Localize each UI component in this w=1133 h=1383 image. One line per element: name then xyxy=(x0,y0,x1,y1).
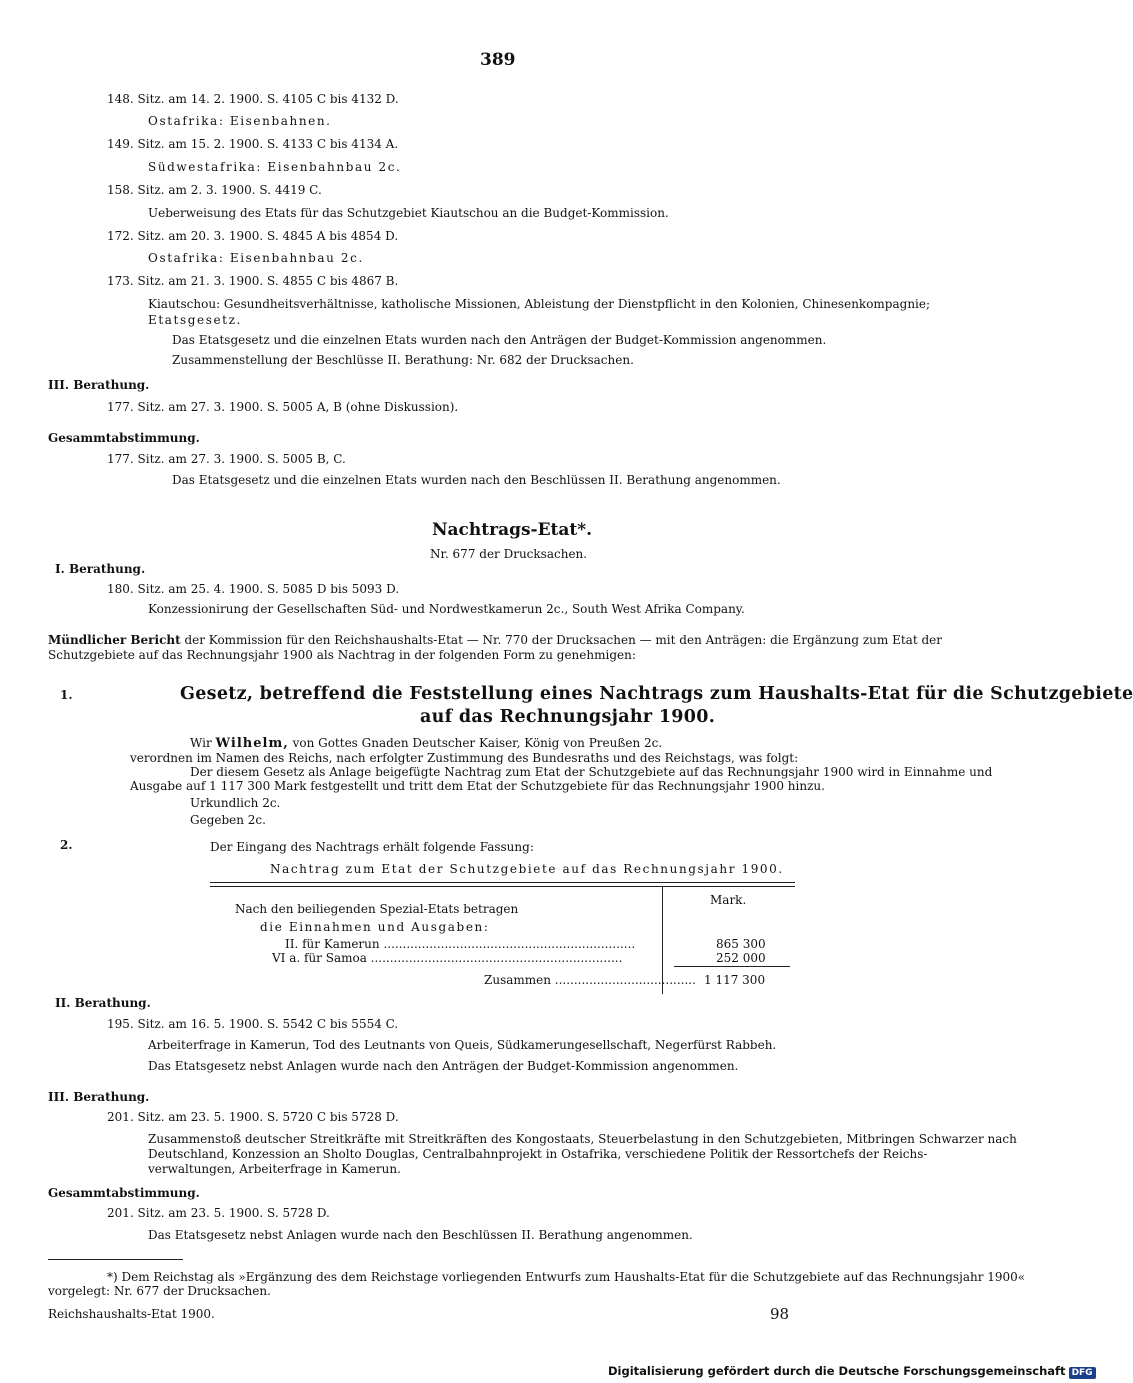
table-total-label: Zusammen xyxy=(484,973,551,987)
table-total-leader: ..................................... xyxy=(550,973,696,987)
table-row-label: VI a. für Samoa xyxy=(272,951,367,965)
footnote-separator xyxy=(48,1259,183,1260)
law-title-line1: Gesetz, betreffend die Feststellung eines Nachtrags zum Haushalts-Etat für die Schutzgebiete xyxy=(180,684,1133,704)
supplement-first-reading-topic: Konzessionirung der Gesellschaften Süd- und Nordwestkamerun 2c., South West Afrika Company. xyxy=(148,602,745,616)
final-vote-ref: 177. Sitz. am 27. 3. 1900. S. 5005 B, C. xyxy=(107,452,346,466)
sitting-173-result: Das Etatsgesetz und die einzelnen Etats wurden nach den Anträgen der Budget-Kommission angenommen. xyxy=(172,333,827,347)
page-number: 389 xyxy=(480,50,516,70)
supplement-third-reading-ref: 201. Sitz. am 23. 5. 1900. S. 5720 C bis 5728 D. xyxy=(107,1110,399,1124)
supplement-third-reading-heading: III. Berathung. xyxy=(48,1090,150,1104)
sitting-173-summary: Zusammenstellung der Beschlüsse II. Berathung: Nr. 682 der Drucksachen. xyxy=(172,353,634,367)
table-row-leader: .................................................................. xyxy=(366,951,623,965)
sitting-148-topic: Ostafrika: Eisenbahnen. xyxy=(148,114,332,128)
supplement-final-vote-heading: Gesammtabstimmung. xyxy=(48,1186,200,1200)
table-row-leader: .................................................................. xyxy=(379,937,636,951)
table-top-rule-2 xyxy=(210,886,795,887)
sitting-173-topic-line2: Etatsgesetz. xyxy=(148,313,242,327)
digitization-note xyxy=(608,1364,1096,1379)
sitting-172-ref: 172. Sitz. am 20. 3. 1900. S. 4845 A bis 4854 D. xyxy=(107,229,399,243)
sitting-158-topic: Ueberweisung des Etats für das Schutzgebiet Kiautschou an die Budget-Kommission. xyxy=(148,206,669,220)
table-row-label: II. für Kamerun xyxy=(285,937,380,951)
law-wilhelm: Wilhelm, xyxy=(215,736,289,751)
supplement-final-vote-result: Das Etatsgesetz nebst Anlagen wurde nach den Beschlüssen II. Berathung angenommen. xyxy=(148,1228,693,1242)
supplement-final-vote-ref: 201. Sitz. am 23. 5. 1900. S. 5728 D. xyxy=(107,1206,330,1220)
supplement-third-reading-topic-line1: Zusammenstoß deutscher Streitkräfte mit Streitkräften des Kongostaats, Steuerbelastung in den Schutzgebieten, Mitbringen Schwarzer nach xyxy=(148,1132,1017,1146)
oral-report-line2: Schutzgebiete auf das Rechnungsjahr 1900 als Nachtrag in der folgenden Form zu genehmigen: xyxy=(48,648,636,662)
sitting-173-ref: 173. Sitz. am 21. 3. 1900. S. 4855 C bis 4867 B. xyxy=(107,274,399,288)
sitting-148-ref: 148. Sitz. am 14. 2. 1900. S. 4105 C bis 4132 D. xyxy=(107,92,399,106)
supplement-first-reading-heading: I. Berathung. xyxy=(55,562,146,576)
supplement-first-reading-ref: 180. Sitz. am 25. 4. 1900. S. 5085 D bis 5093 D. xyxy=(107,582,400,596)
supplement-third-reading-topic-line3: verwaltungen, Arbeiterfrage in Kamerun. xyxy=(148,1162,401,1176)
sitting-149-ref: 149. Sitz. am 15. 2. 1900. S. 4133 C bis 4134 A. xyxy=(107,137,399,151)
law-urkundlich: Urkundlich 2c. xyxy=(190,796,281,810)
law-title-line2: auf das Rechnungsjahr 1900. xyxy=(420,707,716,727)
dfg-logo: DFG xyxy=(1069,1367,1096,1379)
table-row xyxy=(272,951,650,965)
second-reading-topic: Arbeiterfrage in Kamerun, Tod des Leutnants von Queis, Südkamerungesellschaft, Negerfürst Rabbeh. xyxy=(148,1038,777,1052)
table-row-value: 865 300 xyxy=(716,937,766,951)
item-2-text: Der Eingang des Nachtrags erhält folgende Fassung: xyxy=(210,840,534,854)
table-col-header: Mark. xyxy=(710,893,747,907)
table-total-row xyxy=(484,973,696,987)
second-reading-ref: 195. Sitz. am 16. 5. 1900. S. 5542 C bis 5554 C. xyxy=(107,1017,399,1031)
footnote-line2: vorgelegt: Nr. 677 der Drucksachen. xyxy=(48,1284,271,1298)
sitting-173-topic-line1: Kiautschou: Gesundheitsverhältnisse, katholische Missionen, Ableistung der Dienstpflicht in den Kolonien, Chinesenkompagnie; xyxy=(148,297,931,311)
footnote-line1: *) Dem Reichstag als »Ergänzung des dem Reichstage vorliegenden Entwurfs zum Haushalts-Etat für die Schutzgebiete auf das Rechnungsjahr 1900« xyxy=(107,1270,1026,1284)
table-row xyxy=(285,937,650,951)
law-gegeben: Gegeben 2c. xyxy=(190,813,266,827)
oral-report-text1: der Kommission für den Reichshaushalts-Etat — Nr. 770 der Drucksachen — mit den Anträgen: die Ergänzung zum Etat der xyxy=(184,633,942,647)
sitting-158-ref: 158. Sitz. am 2. 3. 1900. S. 4419 C. xyxy=(107,183,322,197)
law-preamble xyxy=(190,736,662,751)
supplement-title: Nachtrags-Etat*. xyxy=(432,520,593,540)
third-reading-ref: 177. Sitz. am 27. 3. 1900. S. 5005 A, B (ohne Diskussion). xyxy=(107,400,459,414)
footer-page-number: 98 xyxy=(770,1305,790,1323)
final-vote-result: Das Etatsgesetz und die einzelnen Etats wurden nach den Beschlüssen II. Berathung angenommen. xyxy=(172,473,781,487)
law-wir: Wir xyxy=(190,736,212,750)
sitting-149-topic: Südwestafrika: Eisenbahnbau 2c. xyxy=(148,160,402,174)
supplement-third-reading-topic-line2: Deutschland, Konzession an Sholto Douglas, Centralbahnprojekt in Ostafrika, verschiedene Politik der Ressortchefs der Reichs- xyxy=(148,1147,928,1161)
law-verordnen: verordnen im Namen des Reichs, nach erfolgter Zustimmung des Bundesraths und des Reichstags, was folgt: xyxy=(130,751,799,765)
table-intro-line1: Nach den beiliegenden Spezial-Etats betragen xyxy=(235,902,519,916)
table-top-rule xyxy=(210,882,795,883)
second-reading-heading: II. Berathung. xyxy=(55,996,151,1010)
law-text-line2: Ausgabe auf 1 117 300 Mark festgestellt und tritt dem Etat der Schutzgebiete für das Rechnungsjahr 1900 hinzu. xyxy=(130,779,825,793)
running-footer: Reichshaushalts-Etat 1900. xyxy=(48,1307,215,1321)
third-reading-heading: III. Berathung. xyxy=(48,378,150,392)
law-wir-rest: von Gottes Gnaden Deutscher Kaiser, König von Preußen 2c. xyxy=(292,736,663,750)
oral-report-label: Mündlicher Bericht xyxy=(48,633,181,647)
table-title: Nachtrag zum Etat der Schutzgebiete auf das Rechnungsjahr 1900. xyxy=(270,862,784,876)
law-text-line1: Der diesem Gesetz als Anlage beigefügte Nachtrag zum Etat der Schutzgebiete auf das Rechnungsjahr 1900 wird in Einnahme und xyxy=(190,765,993,779)
table-total-value: 1 117 300 xyxy=(704,973,766,987)
second-reading-result: Das Etatsgesetz nebst Anlagen wurde nach den Anträgen der Budget-Kommission angenommen. xyxy=(148,1059,739,1073)
item-2-number: 2. xyxy=(60,838,73,852)
oral-report-line1 xyxy=(48,633,942,647)
table-row-value: 252 000 xyxy=(716,951,766,965)
table-sum-rule xyxy=(674,966,790,967)
table-intro-line2: die Einnahmen und Ausgaben: xyxy=(260,920,490,934)
sitting-172-topic: Ostafrika: Eisenbahnbau 2c. xyxy=(148,251,364,265)
final-vote-heading: Gesammtabstimmung. xyxy=(48,431,200,445)
item-1-number: 1. xyxy=(60,688,73,702)
supplement-subtitle: Nr. 677 der Drucksachen. xyxy=(430,547,588,561)
digitization-text: Digitalisierung gefördert durch die Deutsche Forschungsgemeinschaft xyxy=(608,1364,1066,1378)
